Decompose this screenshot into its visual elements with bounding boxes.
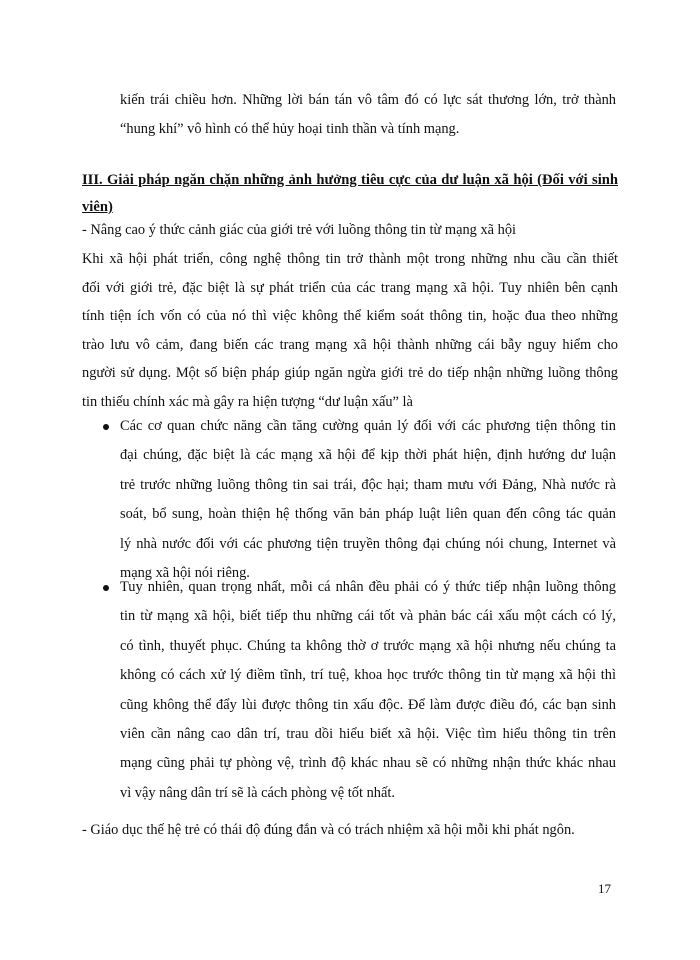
- bullet-line: Tuy nhiên, quan trọng nhất, mỗi cá nhân đều phải có ý thức tiếp nhận luồng thông: [120, 579, 616, 595]
- section-heading-line: viên): [82, 199, 113, 215]
- bullet-dot-icon: [103, 424, 109, 430]
- body-line: người sử dụng. Một số biện pháp giúp ngăn ngừa giới trẻ do tiếp nhận những luồng thông: [82, 365, 618, 382]
- body-line: đối với giới trẻ, đặc biệt là sự phát triển của các trang mạng xã hội. Tuy nhiên bên cạnh: [82, 279, 618, 296]
- section-heading: [82, 167, 618, 221]
- bullet-line: trẻ trước những luồng thông tin sai trái, độc hại; tham mưu với Đảng, Nhà nước rà: [120, 476, 616, 493]
- bullet-dot-icon: [103, 585, 109, 591]
- bullet-line: lý nhà nước đối với các phương tiện truyền thông đại chúng nói chung, Internet và: [120, 535, 616, 552]
- subpoint-education: - Giáo dục thế hệ trẻ có thái độ đúng đắn và có trách nhiệm xã hội mỗi khi phát ngôn.: [82, 822, 575, 838]
- bullet-line: vì vậy nâng dân trí sẽ là cách phòng vệ tốt nhất.: [120, 784, 395, 801]
- intro-paragraph: [120, 86, 616, 145]
- body-line: trào lưu vô cảm, đang biến các trang mạng xã hội thành những cái bẫy nguy hiểm cho: [82, 336, 618, 353]
- bullet-line: tin từ mạng xã hội, biết tiếp thu những cái tốt và phản bác cái xấu một cách có lý,: [120, 608, 616, 625]
- bullet-line: Các cơ quan chức năng cần tăng cường quản lý đối với các phương tiện thông tin: [120, 418, 616, 434]
- body-line: Khi xã hội phát triển, công nghệ thông tin trở thành một trong những nhu cầu cần thiết: [82, 251, 618, 267]
- bullet-item-individual: [120, 573, 616, 808]
- body-paragraph: [82, 245, 618, 417]
- bullet-line: đại chúng, đặc biệt là các mạng xã hội để kịp thời phát hiện, định hướng dư luận: [120, 447, 616, 464]
- bullet-line: có tình, thuyết phục. Chúng ta không thờ ơ trước mạng xã hội nhưng nếu chúng ta: [120, 637, 616, 654]
- body-line: tính tiện ích vốn có của nó thì việc không thể kiểm soát thông tin, hoặc đua theo những: [82, 308, 618, 325]
- page-number: 17: [598, 881, 611, 896]
- bullet-line: mạng xã hội nói riêng.: [120, 565, 250, 582]
- bullet-line: cũng không thể đẩy lùi được thông tin xấu độc. Để làm được điều đó, các bạn sinh: [120, 696, 616, 713]
- bullet-line: mạng cũng phải tự phòng vệ, trình độ khác nhau sẽ có những nhận thức khác nhau: [120, 755, 616, 772]
- subpoint-awareness: - Nâng cao ý thức cảnh giác của giới trẻ với luồng thông tin từ mạng xã hội: [82, 222, 517, 238]
- body-line: tin thiếu chính xác mà gây ra hiện tượng “dư luận xấu” là: [82, 393, 413, 410]
- section-heading-line: III. Giải pháp ngăn chặn những ảnh hưởng tiêu cực của dư luận xã hội (Đối với sinh: [82, 172, 618, 188]
- intro-line: “hung khí” vô hình có thể hủy hoại tinh thần và tính mạng.: [120, 121, 460, 138]
- bullet-line: viên cần nâng cao dân trí, trau dồi hiểu biết xã hội. Việc tìm hiểu thông tin trên: [120, 726, 616, 743]
- bullet-line: không có cách xử lý điềm tĩnh, trí tuệ, khoa học trước thông tin từ mạng xã hội thì: [120, 667, 616, 684]
- bullet-line: soát, bổ sung, hoàn thiện hệ thống văn bản pháp luật liên quan đến công tác quản: [120, 506, 616, 523]
- bullet-item-management: [120, 412, 616, 588]
- intro-line: kiến trái chiều hơn. Những lời bán tán vô tâm đó có lực sát thương lớn, trở thành: [120, 92, 616, 108]
